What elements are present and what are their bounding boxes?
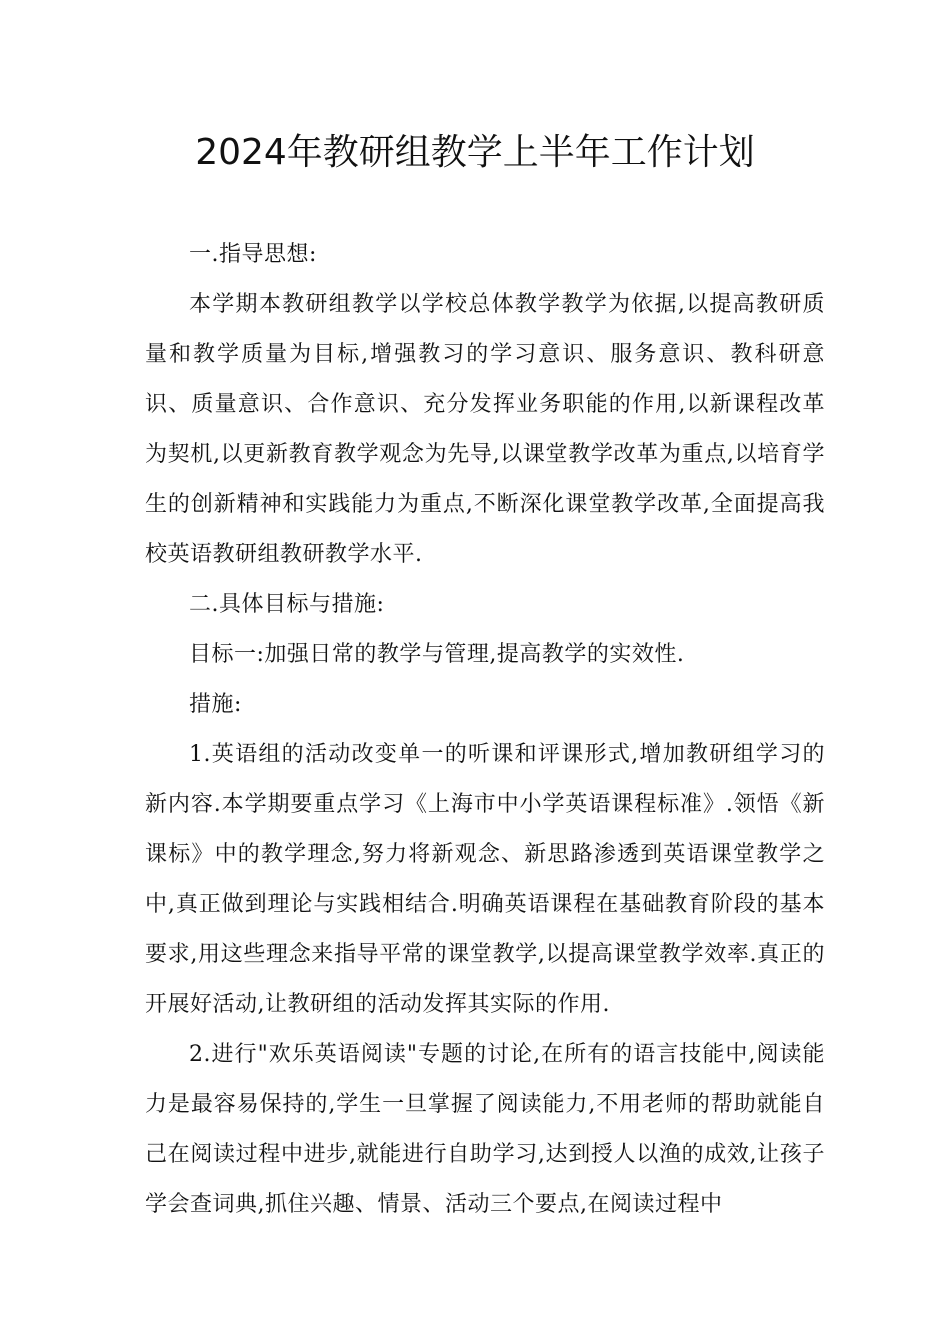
section-heading-goals-measures: 二.具体目标与措施: [189, 592, 385, 617]
paragraph-guiding-ideology: 本学期本教研组教学以学校总体教学教学为依据,以提高教研质量和教学质量为目标,增强教习的学习意识、服务意识、教科研意识、质量意识、合作意识、充分发挥业务职能的作用,以新课程改革为契机,以更新教育教学观念为先导,以课堂教学改革为重点,以培育学生的创新精神和实践能力为重点,不断深化课堂教学改革,全面提高我校英语教研组教研教学水平. [145, 292, 825, 567]
measures-label: 措施: [189, 692, 242, 717]
measure-item-2: 2.进行"欢乐英语阅读"专题的讨论,在所有的语言技能中,阅读能力是最容易保持的,学生一旦掌握了阅读能力,不用老师的帮助就能自己在阅读过程中进步,就能进行自助学习,达到授人以渔的成效,让孩子学会查词典,抓住兴趣、情景、活动三个要点,在阅读过程中 [145, 1042, 825, 1217]
document-body [145, 230, 825, 1230]
measure-item-1: 1.英语组的活动改变单一的听课和评课形式,增加教研组学习的新内容.本学期要重点学习《上海市中小学英语课程标准》.领悟《新课标》中的教学理念,努力将新观念、新思路渗透到英语课堂教学之中,真正做到理论与实践相结合.明确英语课程在基础教育阶段的基本要求,用这些理念来指导平常的课堂教学,以提高课堂教学效率.真正的开展好活动,让教研组的活动发挥其实际的作用. [145, 742, 825, 1017]
section-heading-guiding-ideology: 一.指导思想: [189, 242, 317, 267]
document-title: 2024年教研组教学上半年工作计划 [195, 132, 755, 173]
goal-one: 目标一:加强日常的教学与管理,提高教学的实效性. [189, 642, 685, 667]
